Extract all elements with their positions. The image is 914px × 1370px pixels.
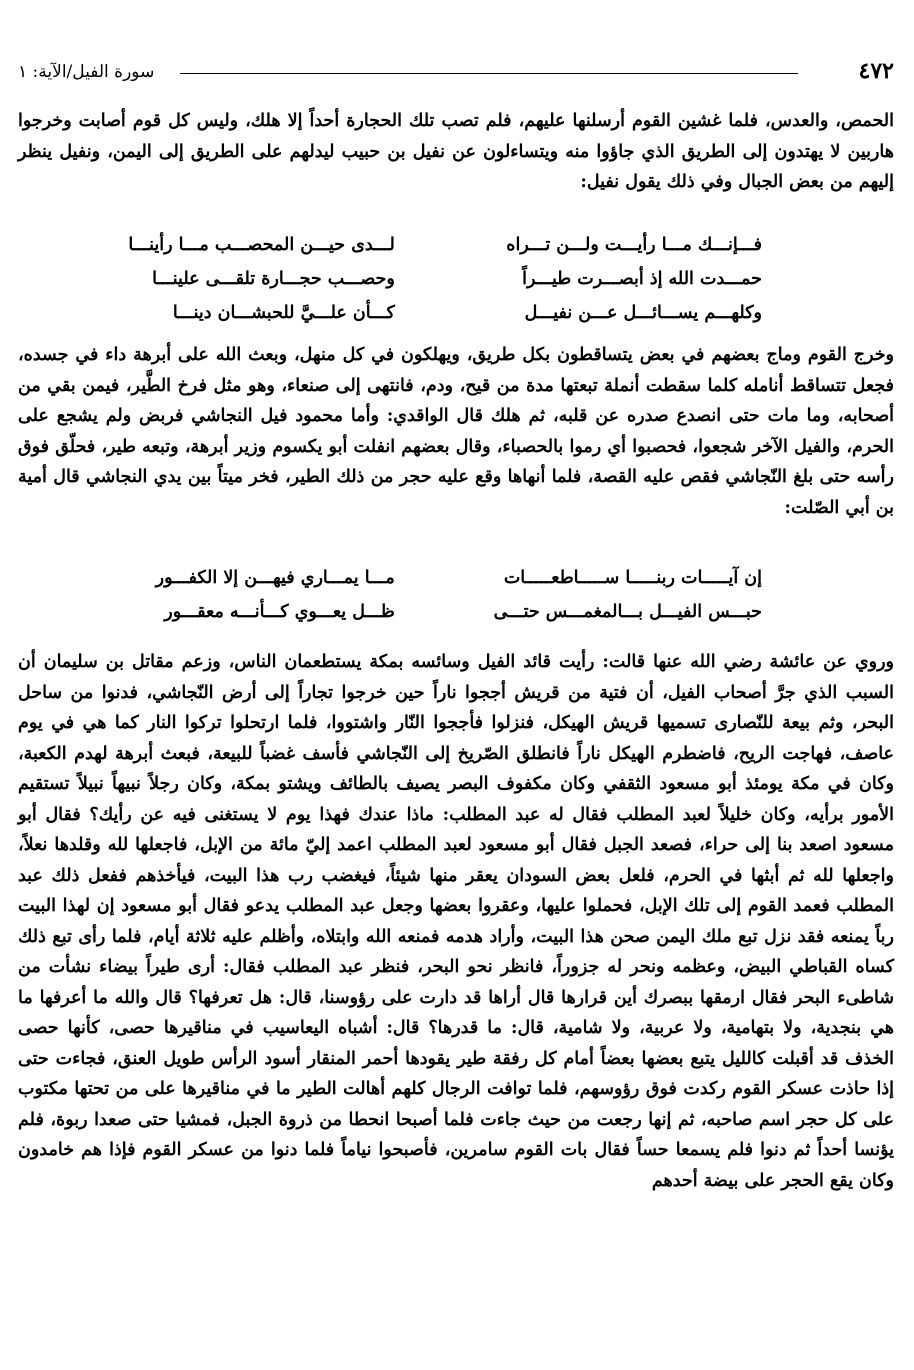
verse-hemistich-second: كـــأن علـــيَّ للحبشـــان دينـــا xyxy=(172,303,395,323)
verse-hemistich-first: إن آيـــــات ربنـــــا ســـــاطعـــــات xyxy=(503,568,762,588)
verse-hemistich-second: مـــا يمـــاري فيهـــن إلا الكفـــور xyxy=(155,568,395,588)
verse-line xyxy=(82,595,762,629)
verse-hemistich-first: فـــإنـــك مـــا رأيـــت ولـــن تـــراه xyxy=(506,235,762,255)
paragraph-2: وخرج القوم وماج بعضهم في بعض يتساقطون بكل طريق، ويهلكون في كل منهل، وبعث الله على أبرهة داء في جسده، فجعل تتساقط أنامله كلما سقطت أنملة تبعتها مدة من قيح، ودم، فانتهى إلى صنعاء، وهو مثل فرخ الطَّير، فيمن بقي من أصحابه، وما مات حتى انصدع صدره عن قلبه، ثم هلك قال الواقدي: وأما محمود فيل النجاشي فربض ولم يشجع على الحرم، والفيل الآخر شجعوا، فحصبوا أي رموا بالحصباء، وقال بعضهم انفلت أبو يكسوم وزير أبرهة، وتبعه طير، فحلّق فوق رأسه حتى بلغ النّجاشي فقص عليه القصة، فلما أنهاها وقع عليه حجر من ذلك الطير، فخر ميتاً بين يدي النجاشي قال أمية بن أبي الصّلت: xyxy=(18,345,894,518)
verse-hemistich-second: وحصـــب حجـــارة تلقـــى علينـــا xyxy=(152,269,395,289)
running-title: سورة الفيل/الآية: ١ xyxy=(18,62,155,82)
verse-hemistich-first: حمـــدت الله إذ أبصـــرت طيـــراً xyxy=(522,269,762,289)
verse-hemistich-second: ظـــل يعـــوي كـــأنـــه معقـــور xyxy=(164,602,395,622)
paragraph-3: وروي عن عائشة رضي الله عنها قالت: رأيت قائد الفيل وسائسه بمكة يستطعمان الناس، وزعم مقاتل بن سليمان أن السبب الذي جرَّ أصحاب الفيل، أن فتية من قريش أججوا ناراً حين خرجوا تجاراً إلى أرض النّجاشي، فدنوا من ساحل البحر، وثم بيعة للنّصارى تسميها قريش الهيكل، فنزلوا فأججوا النّار واشتووا، فلما ارتحلوا تركوا النار كما هي في يوم عاصف، فهاجت الريح، فاضطرم الهيكل ناراً فانطلق الصّريخ إلى النّجاشي فأسف غضباً للبيعة، فبعث أبرهة لهدم الكعبة، وكان في مكة يومئذ أبو مسعود الثقفي وكان مكفوف البصر يصيف بالطائف ويشتو بمكة، وكان رجلاً نبيهاً نبيلاً تستقيم الأمور برأيه، وكان خليلاً لعبد المطلب فقال له عبد المطلب: ماذا عندك فهذا يوم لا يستغنى فيه عن رأيك؟ فقال أبو مسعود اصعد بنا إلى حراء، فصعد الجبل فقال أبو مسعود لعبد المطلب اعمد إليّ مائة من الإبل، فاجعلها لله وقلدها نعلاً، واجعلها لله ثم أبثها في الحرم، فلعل بعض السودان يعقر منها شيئاً، فيغضب رب هذا البيت، فيأخذهم ففعل ذلك عبد المطلب فعمد القوم إلى تلك الإبل، فحملوا عليها، وعقروا بعضها وجعل عبد المطلب يدعو فقال أبو مسعود إن لهذا البيت رباً يمنعه فقد نزل تبع ملك اليمن صحن هذا البيت، وأراد هدمه فمنعه الله وابتلاه، وأظلم عليه ثلاثة أيام، فلما رأى تبع ذلك كساه القباطي البيض، وعظمه ونحر له جزوراً، فانظر نحو البحر، فنظر عبد المطلب فقال: أرى طيراً بيضاء نشأت من شاطىء البحر فقال ارمقها ببصرك أين قرارها قال أراها قد دارت على رؤوسنا، قال: هل تعرفها؟ قال والله ما أعرفها ما هي بنجدية، ولا بتهامية، ولا عربية، ولا شامية، قال: ما قدرها؟ قال: أشباه اليعاسيب في مناقيرها حصى، كأنها حصى الخذف قد أقبلت كالليل يتبع بعضها بعضاً أمام كل رفقة طير يقودها أحمر المنقار أسود الرأس طويل العنق، فجاءت حتى إذا حاذت عسكر القوم ركدت فوق رؤوسهم، فلما توافت الرجال كلهم أهالت الطير ما في مناقيرها على من تحتها مكتوب على كل حجر اسم صاحبه، ثم إنها رجعت من حيث جاءت فلما أصبحا انحطا من ذروة الجبل، فمشيا حتى صعدا ربوة، فلم يؤنسا أحداً ثم دنوا فلم يسمعا حساً فقال بات القوم سامرين، فأصبحوا نياماً فلما دنوا من عسكر القوم فإذا هم خامدون وكان يقع الحجر على بيضة أحدهم xyxy=(18,652,894,1191)
header-rule xyxy=(180,73,798,74)
verse-line xyxy=(82,296,762,330)
poem-nufayl xyxy=(82,228,762,330)
page-header xyxy=(18,56,894,90)
verse-hemistich-first: حبـــس الفيـــل بـــالمغمـــس حتـــى xyxy=(493,602,762,622)
verse-line xyxy=(82,561,762,595)
verse-line xyxy=(82,262,762,296)
paragraph-1: الحمص، والعدس، فلما غشين القوم أرسلنها عليهم، فلم تصب تلك الحجارة أحداً إلا هلك، وليس كل قوم أصابت وخرجوا هاربين لا يهتدون إلى الطريق الذي جاؤوا منه ويتساءلون عن نفيل بن حبيب ليدلهم على الطريق إلى اليمن، ونفيل ينظر إليهم من بعض الجبال وفي ذلك يقول نفيل: xyxy=(18,111,894,192)
verse-hemistich-first: وكلهـــم يســـائـــل عـــن نفيـــل xyxy=(524,303,762,323)
poem-umayya xyxy=(82,561,762,629)
page-number: ٤٧٢ xyxy=(858,58,894,84)
verse-line xyxy=(82,228,762,262)
verse-hemistich-second: لـــدى حيـــن المحصـــب مـــا رأينـــا xyxy=(128,235,395,255)
